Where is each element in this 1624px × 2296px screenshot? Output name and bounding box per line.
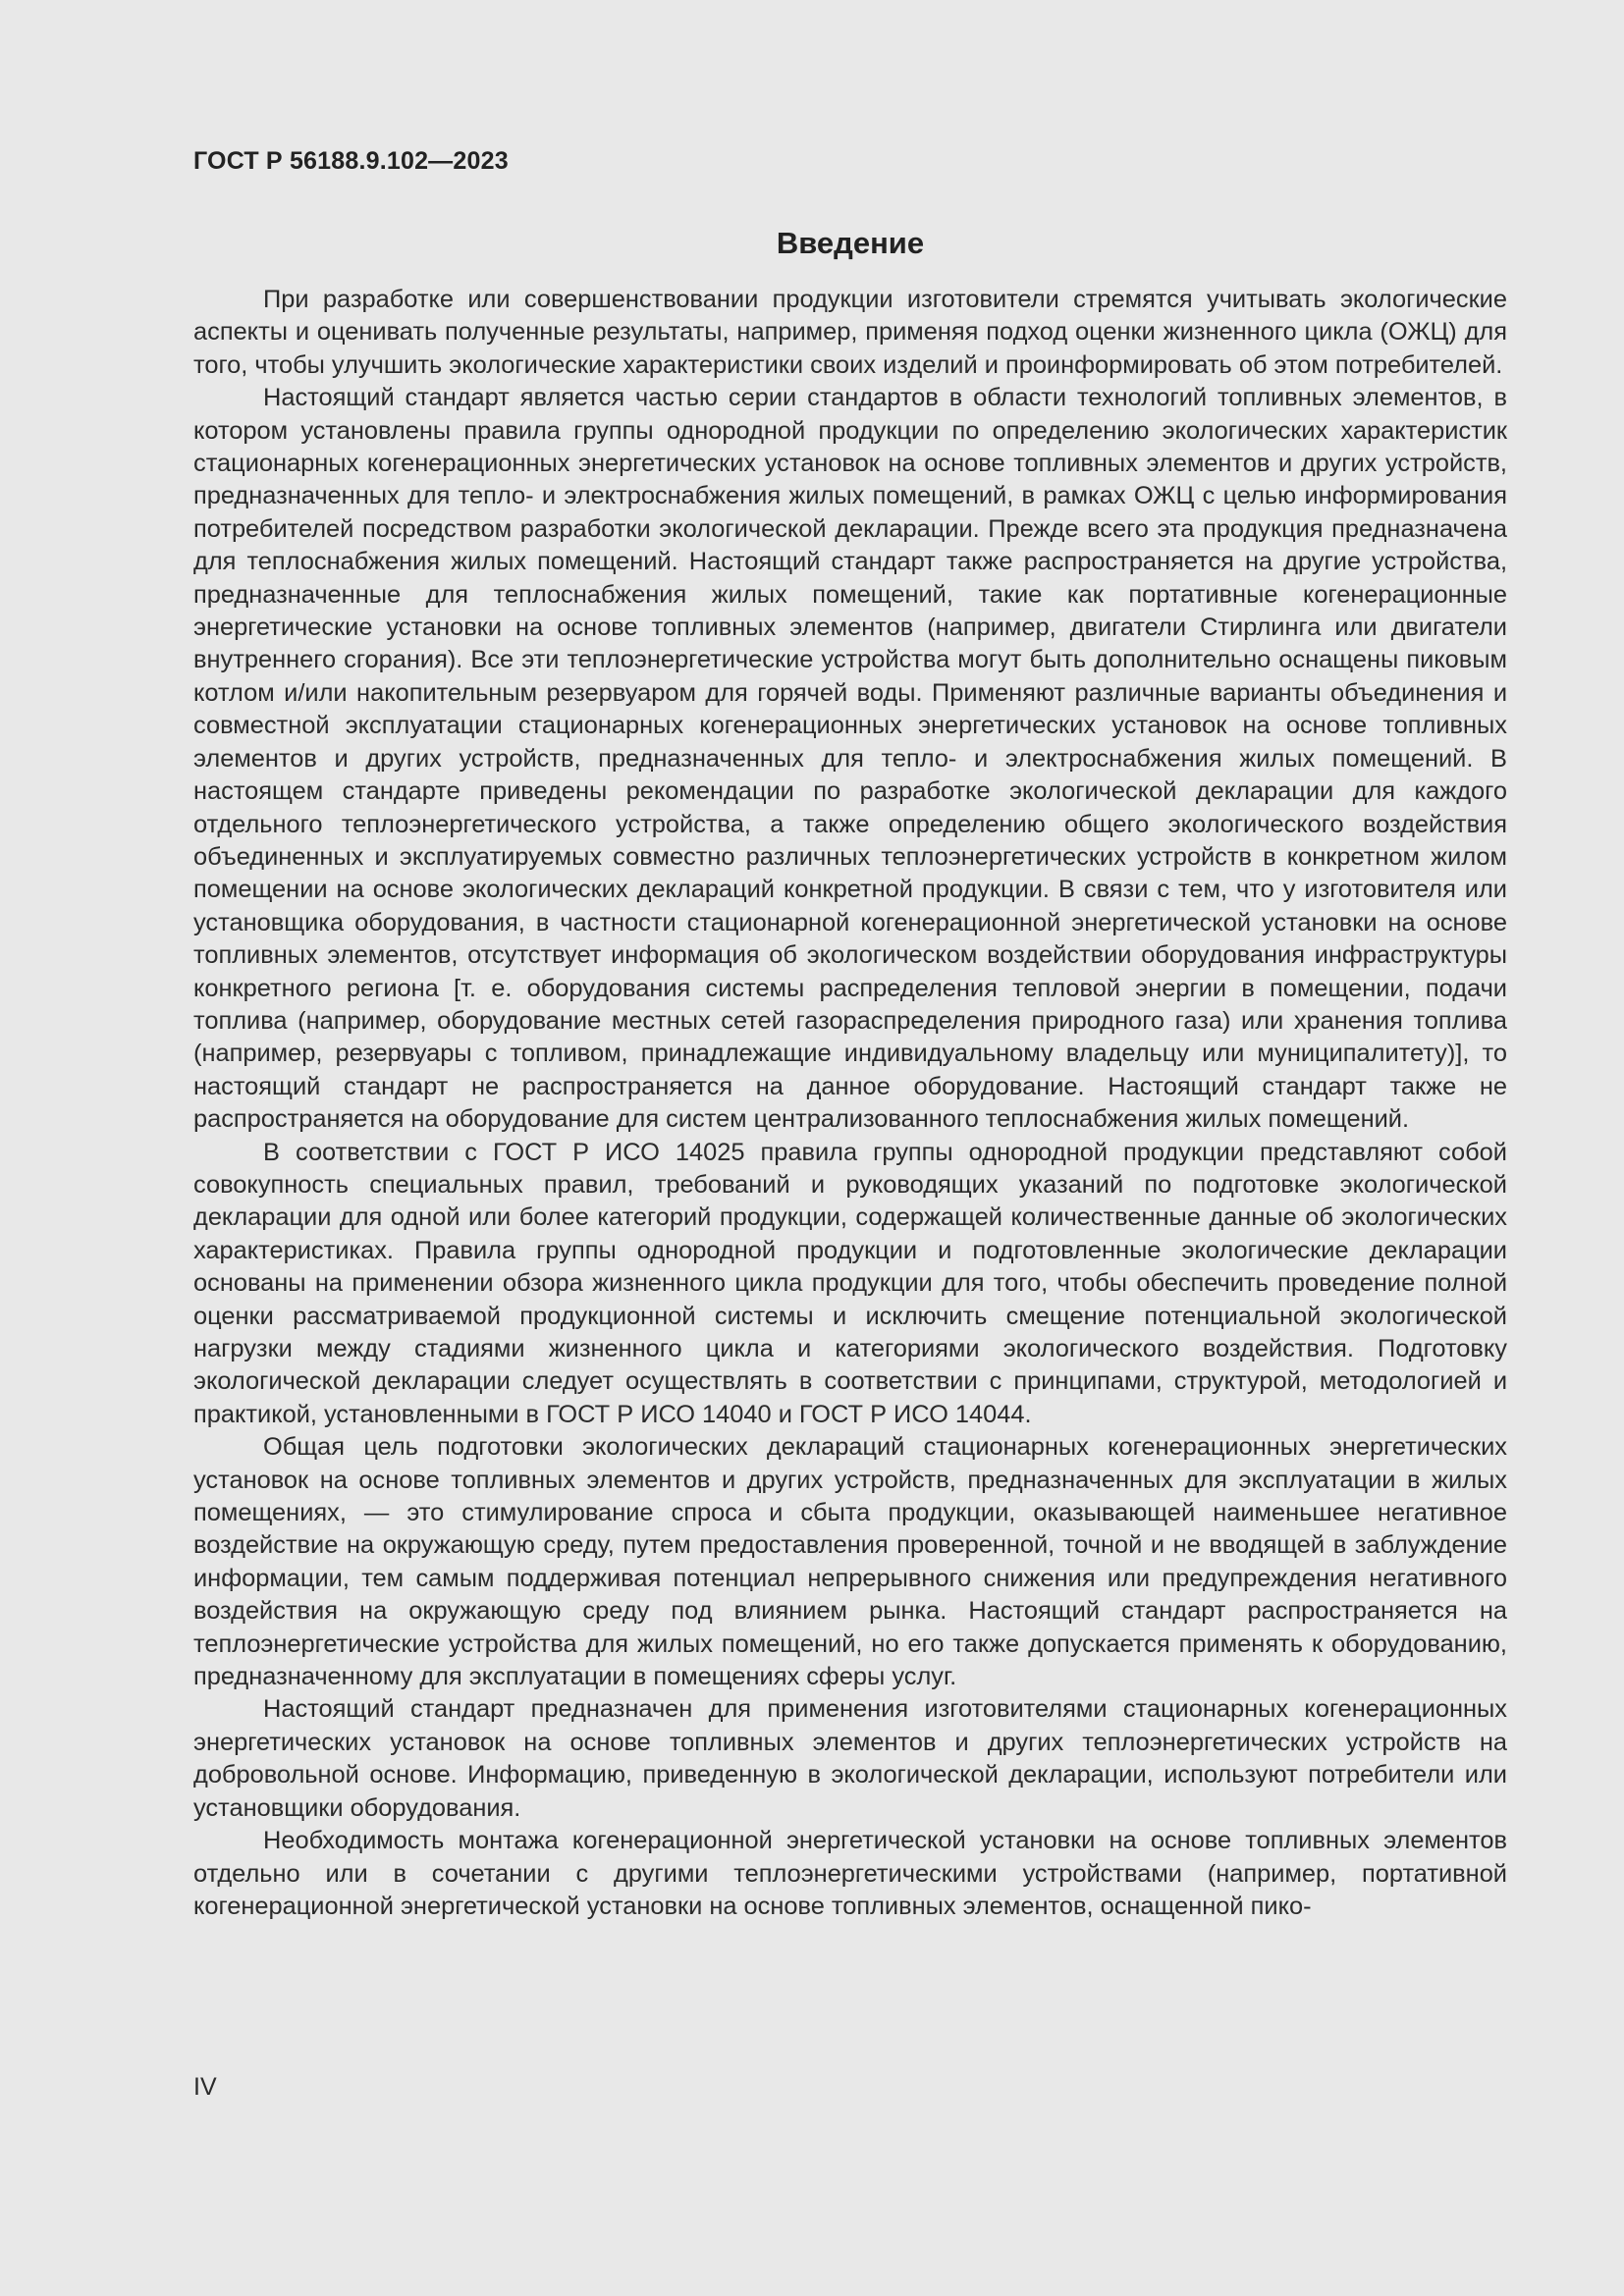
body-text [193,284,1507,1923]
paragraph: Необходимость монтажа когенерационной энергетической установки на основе топливных элементов отдельно или в сочетании с другими теплоэнергетическими устройствами (например, портативной когенерационной энергетической установки на основе топливных элементов, оснащенной пико- [193,1827,1507,1920]
document-code: ГОСТ Р 56188.9.102—2023 [193,147,509,175]
paragraph: При разработке или совершенствовании продукции изготовители стремятся учитывать экологические аспекты и оценивать полученные результаты, например, применяя подход оценки жизненного цикла (ОЖЦ) для того, чтобы улучшить экологические характеристики своих изделий и проинформировать об этом потребителей. [193,286,1507,379]
paragraph: Настоящий стандарт предназначен для применения изготовителями стационарных когенерационных энергетических установок на основе топливных элементов и других теплоэнергетических устройств на добровольной основе. Информацию, приведенную в экологической декларации, используют потребители или установщики оборудования. [193,1695,1507,1822]
section-title: Введение [776,226,925,260]
paragraph: В соответствии с ГОСТ Р ИСО 14025 правила группы однородной продукции представляют собой совокупность специальных правил, требований и руководящих указаний по подготовке экологической декларации для одной или более категорий продукции, содержащей количественные данные об экологических характеристиках. Правила группы однородной продукции и подготовленные экологические декларации основаны на применении обзора жизненного цикла продукции для того, чтобы обеспечить проведение полной оценки рассматриваемой продукционной системы и исключить смещение потенциальной экологической нагрузки между стадиями жизненного цикла и категориями экологического воздействия. Подготовку экологической декларации следует осуществлять в соответствии с принципами, структурой, методологией и практикой, установленными в ГОСТ Р ИСО 14040 и ГОСТ Р ИСО 14044. [193,1138,1507,1428]
paragraph: Общая цель подготовки экологических деклараций стационарных когенерационных энергетических установок на основе топливных элементов и других устройств, предназначенных для эксплуатации в жилых помещениях, — это стимулирование спроса и сбыта продукции, оказывающей наименьшее негативное воздействие на окружающую среду, путем предоставления проверенной, точной и не вводящей в заблуждение информации, тем самым поддерживая потенциал непрерывного снижения или предупреждения негативного воздействия на окружающую среду под влиянием рынка. Настоящий стандарт распространяется на теплоэнергетические устройства для жилых помещений, но его также допускается применять к оборудованию, предназначенному для эксплуатации в помещениях сферы услуг. [193,1433,1507,1691]
page-number: IV [193,2073,217,2101]
paragraph: Настоящий стандарт является частью серии стандартов в области технологий топливных элементов, в котором установлены правила группы однородной продукции по определению экологических характеристик стационарных когенерационных энергетических установок на основе топливных элементов и других устройств, предназначенных для тепло- и электроснабжения жилых помещений, в рамках ОЖЦ с целью информирования потребителей посредством разработки экологической декларации. Прежде всего эта продукция предназначена для теплоснабжения жилых помещений. Настоящий стандарт также распространяется на другие устройства, предназначенные для теплоснабжения жилых помещений, такие как портативные когенерационные энергетические установки на основе топливных элементов (например, двигатели Стирлинга или двигатели внутреннего сгорания). Все эти теплоэнергетические устройства могут быть дополнительно оснащены пиковым котлом и/или накопительным резервуаром для горячей воды. Применяют различные варианты объединения и совместной эксплуатации стационарных когенерационных энергетических установок на основе топливных элементов и других устройств, предназначенных для тепло- и электроснабжения жилых помещений. В настоящем стандарте приведены рекомендации по разработке экологической декларации для каждого отдельного теплоэнергетического устройства, а также определению общего экологического воздействия объединенных и эксплуатируемых совместно различных теплоэнергетических устройств в конкретном жилом помещении на основе экологических деклараций конкретной продукции. В связи с тем, что у изготовителя или установщика оборудования, в частности стационарной когенерационной энергетической установки на основе топливных элементов, отсутствует информация об экологическом воздействии оборудования инфраструктуры конкретного региона [т. е. оборудования системы распределения тепловой энергии в помещении, подачи топлива (например, оборудование местных сетей газораспределения природного газа) или хранения топлива (например, резервуары с топливом, принадлежащие индивидуальному владельцу или муниципалитету)], то настоящий стандарт не распространяется на данное оборудование. Настоящий стандарт также не распространяется на оборудование для систем централизованного теплоснабжения жилых помещений. [193,384,1507,1134]
